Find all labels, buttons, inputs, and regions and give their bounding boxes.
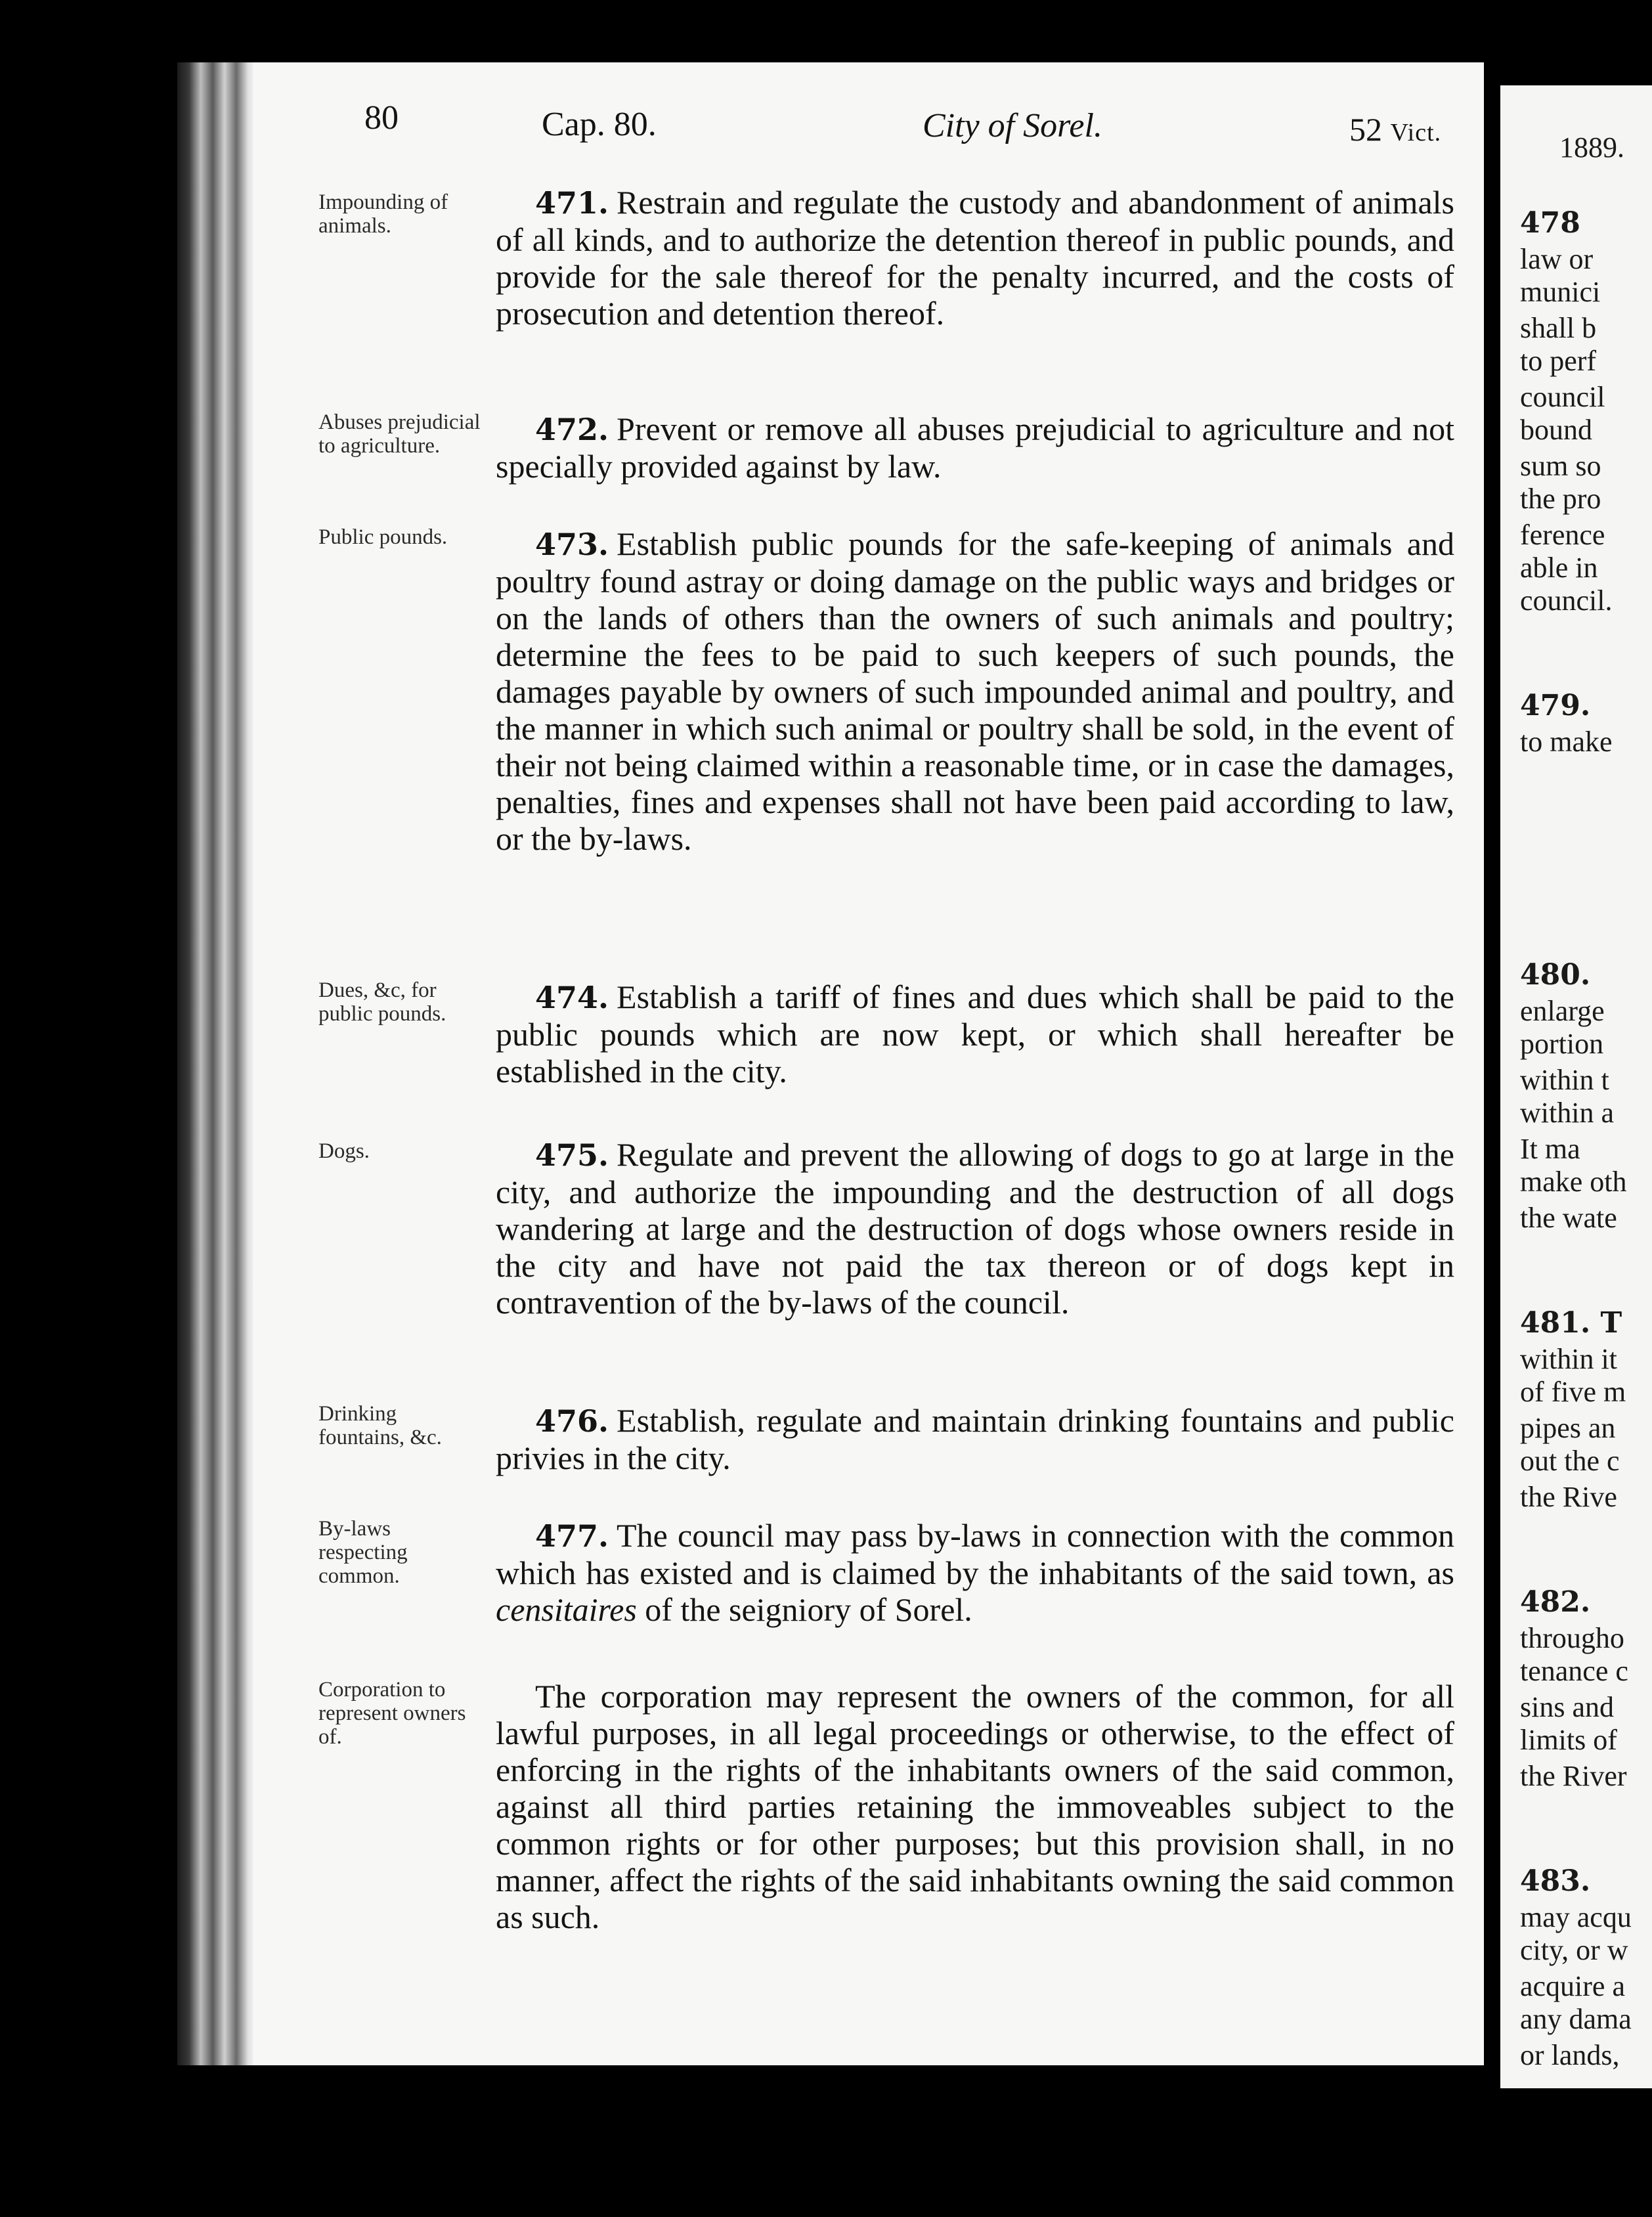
- section-number: 475.: [535, 1137, 609, 1173]
- right-page-year: 1889.: [1559, 131, 1624, 164]
- page-header: [253, 99, 1484, 158]
- right-page-line: 482.: [1520, 1585, 1591, 1619]
- right-page-fragment: [1500, 85, 1652, 2088]
- section-number: 476.: [535, 1403, 609, 1439]
- right-page-line: council.: [1520, 584, 1613, 617]
- right-page-line: 480.: [1520, 958, 1591, 992]
- right-page-line: the wate: [1520, 1202, 1617, 1234]
- right-page-line: or lands,: [1520, 2039, 1620, 2071]
- margin-note: Dues, &c, for public pounds.: [318, 978, 446, 1026]
- section-text: 473. Establish public pounds for the safe-keeping of animals and poultry found astray or doing damage on the public ways and bridges or on the lands of others than the owners of such animals and poultry; determine the fees to be paid to such keepers of such pounds, the damages payable by owners of such impounded animal and poultry, and the manner in which such animal or poultry shall be sold, in the event of their not being claimed within a reasonable time, or in case the damages, penalties, fines and expenses shall not have been paid according to law, or the by-laws.: [496, 525, 1454, 857]
- margin-note: Impounding of animals.: [318, 190, 448, 238]
- right-page-line: of five m: [1520, 1376, 1626, 1408]
- right-page-line: may acqu: [1520, 1901, 1632, 1933]
- margin-note: Corporation to represent owners of.: [318, 1678, 466, 1749]
- section-text: The corporation may represent the owners of the common, for all lawful purposes, in all legal proceedings or otherwise, to the effect of enforcing in the rights of the inhabitants owners of the said common, against all third parties retaining the immoveables subject to the common rights or for other purposes; but this provision shall, in no manner, affect the rights of the said inhabitants owning the said common as such.: [496, 1678, 1454, 1935]
- right-page-line: ference: [1520, 519, 1605, 551]
- section-text: 472. Prevent or remove all abuses prejudicial to agriculture and not specially provided against by law.: [496, 410, 1454, 485]
- right-page-line: sum so: [1520, 450, 1601, 482]
- section-number: 473.: [535, 527, 609, 562]
- gutter-gap: [1484, 62, 1500, 2098]
- right-page-line: council: [1520, 381, 1605, 413]
- margin-note: Dogs.: [318, 1139, 370, 1163]
- right-page-line: 483.: [1520, 1864, 1591, 1898]
- right-page-line: enlarge: [1520, 995, 1605, 1027]
- right-page-line: tenance c: [1520, 1655, 1628, 1687]
- right-page-line: within it: [1520, 1343, 1617, 1375]
- running-title: City of Sorel.: [923, 107, 1102, 144]
- margin-note: Abuses prejudicial to agriculture.: [318, 410, 481, 458]
- right-page-line: able in: [1520, 552, 1598, 584]
- right-page-line: 479.: [1520, 689, 1591, 722]
- right-page-line: the Rive: [1520, 1481, 1617, 1513]
- right-page-line: the pro: [1520, 483, 1601, 515]
- chapter-label: Cap. 80.: [542, 106, 657, 143]
- section-number: 471.: [535, 185, 609, 221]
- right-page-line: to perf: [1520, 345, 1597, 377]
- right-page-line: portion: [1520, 1028, 1604, 1060]
- right-page-line: sins and: [1520, 1691, 1614, 1723]
- right-page-line: munici: [1520, 276, 1601, 308]
- italic-term: censitaires: [496, 1591, 637, 1628]
- right-page-line: througho: [1520, 1622, 1624, 1654]
- right-page-line: shall b: [1520, 312, 1597, 344]
- right-page-line: pipes an: [1520, 1412, 1616, 1444]
- right-page-line: within t: [1520, 1064, 1609, 1096]
- section-text: 471. Restrain and regulate the custody and abandonment of animals of all kinds, and to authorize the detention thereof in public pounds, and provide for the sale thereof for the penalty incurred, and the costs of prosecution and detention thereof.: [496, 184, 1454, 332]
- section-number: 477.: [535, 1518, 609, 1554]
- scan-background: [0, 0, 197, 2217]
- margin-note: Drinking fountains, &c.: [318, 1402, 442, 1449]
- right-page-line: law or: [1520, 243, 1594, 275]
- right-page-line: city, or w: [1520, 1934, 1628, 1966]
- right-page-line: 481. T: [1520, 1306, 1622, 1340]
- margin-note: Public pounds.: [318, 525, 448, 549]
- section-number: 472.: [535, 412, 609, 447]
- section-text: 477. The council may pass by-laws in connection with the common which has existed and is claimed by the inhabitants of the said town, as censitaires of the seigniory of Sorel.: [496, 1517, 1454, 1628]
- right-page-line: within a: [1520, 1097, 1614, 1129]
- page-number: 80: [364, 99, 399, 137]
- left-page: [253, 62, 1484, 2065]
- right-page-line: to make: [1520, 726, 1613, 758]
- right-page-line: make oth: [1520, 1166, 1627, 1198]
- right-page-line: 478: [1520, 206, 1580, 240]
- section-number: 474.: [535, 980, 609, 1015]
- right-page-line: It ma: [1520, 1133, 1580, 1165]
- right-page-line: acquire a: [1520, 1970, 1625, 2002]
- margin-note: By-laws respecting common.: [318, 1517, 408, 1588]
- right-page-line: limits of: [1520, 1724, 1617, 1756]
- section-text: 475. Regulate and prevent the allowing of dogs to go at large in the city, and authorize the impounding and the destruction of all dogs wandering at large and the destruction of dogs whose owners reside in the city and have not paid the tax thereon or of dogs kept in contravention of the by-laws of the council.: [496, 1136, 1454, 1321]
- right-page-line: the River: [1520, 1760, 1627, 1792]
- right-page-line: any dama: [1520, 2003, 1632, 2035]
- section-text: 474. Establish a tariff of fines and dues which shall be paid to the public pounds which are now kept, or which shall hereafter be established in the city.: [496, 978, 1454, 1089]
- book-binding: [177, 62, 256, 2065]
- section-text: 476. Establish, regulate and maintain drinking fountains and public privies in the city.: [496, 1402, 1454, 1476]
- right-page-line: bound: [1520, 414, 1592, 446]
- right-page-line: out the c: [1520, 1445, 1620, 1477]
- regnal-year: 52 Vict.: [1349, 111, 1442, 148]
